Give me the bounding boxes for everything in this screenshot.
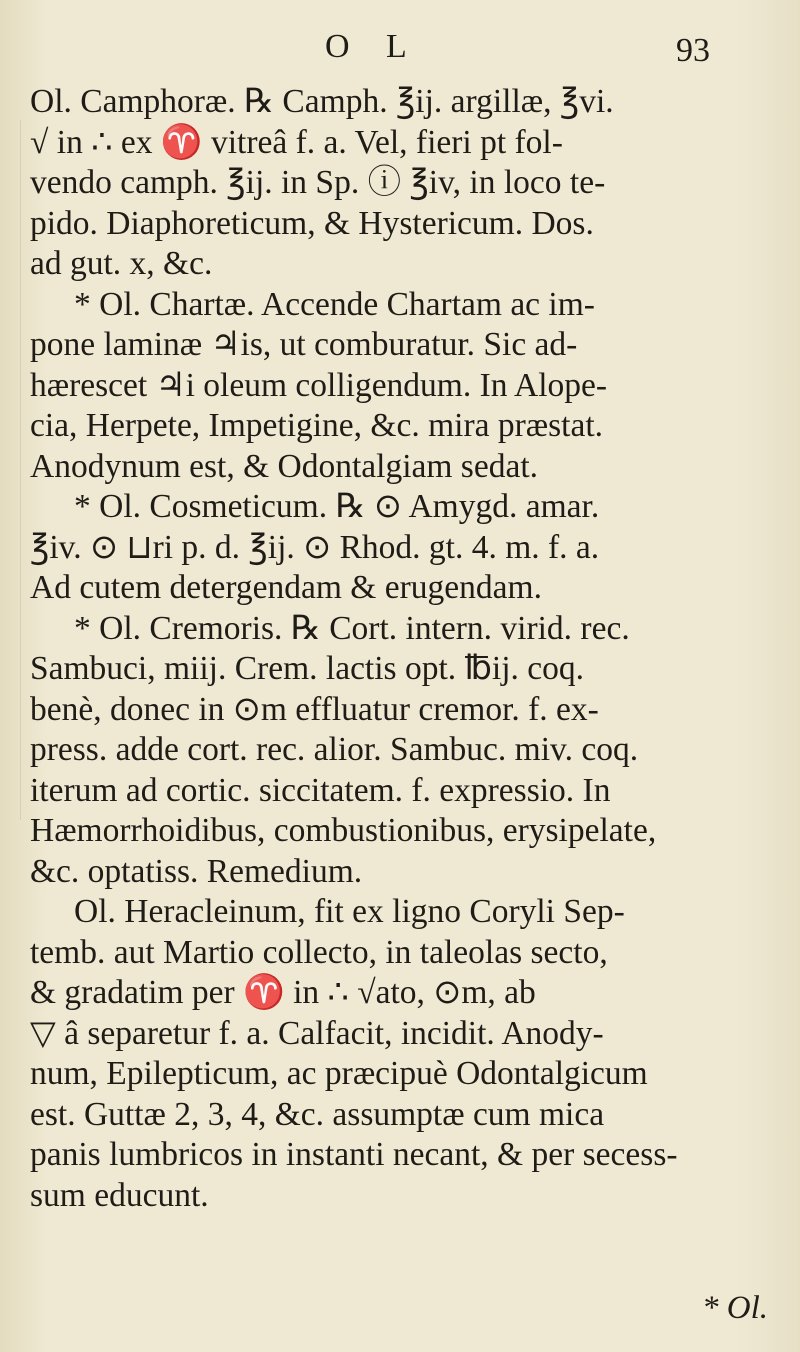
catchword: * Ol. — [702, 1290, 768, 1326]
text-line: Ol. Camphoræ. ℞ Camph. ℥ij. argillæ, ℥vi. — [30, 83, 614, 120]
text-line: √ in ∴ ex ♈ vitreâ f. a. Vel, fieri pt fol- — [30, 123, 563, 161]
text-line: hærescet ♃i oleum colligendum. In Alope- — [30, 366, 608, 404]
text-line: sum educunt. — [30, 1176, 209, 1214]
text-line: * Ol. Chartæ. Accende Chartam ac im- — [74, 285, 595, 323]
text-line: num, Epilepticum, ac præcipuè Odontalgicum — [30, 1055, 648, 1092]
text-line: temb. aut Martio collecto, in taleolas secto, — [30, 933, 608, 971]
text-line: vendo camph. ℥ij. in Sp. ⓘ ℥iv, in loco te- — [30, 164, 606, 201]
text-line: panis lumbricos in instanti necant, & per secess- — [30, 1136, 678, 1173]
text-line: ▽ â separetur f. a. Calfacit, incidit. Anody- — [30, 1014, 604, 1052]
text-line: press. adde cort. rec. alior. Sambuc. miv. coq. — [30, 731, 639, 768]
text-line: benè, donec in ⊙m effluatur cremor. f. ex- — [30, 690, 599, 728]
running-head — [0, 28, 800, 78]
text-line: cia, Herpete, Impetigine, &c. mira præstat. — [30, 407, 604, 444]
text-line: est. Guttæ 2, 3, 4, &c. assumptæ cum mica — [30, 1095, 605, 1133]
page-number: 93 — [676, 32, 710, 69]
text-line: & gradatim per ♈ in ∴ √ato, ⊙m, ab — [30, 974, 536, 1011]
text-line: pone laminæ ♃is, ut comburatur. Sic ad- — [30, 326, 578, 363]
text-line: Ad cutem detergendam & erugendam. — [30, 569, 542, 606]
text-line: * Ol. Cosmeticum. ℞ ⊙ Amygd. amar. — [74, 488, 600, 525]
text-line: ℥iv. ⊙ ⊔ri p. d. ℥ij. ⊙ Rhod. gt. 4. m. f. a. — [30, 528, 600, 566]
text-line: ad gut. x, &c. — [30, 245, 213, 282]
text-line: Ol. Heracleinum, fit ex ligno Coryli Sep- — [74, 893, 625, 930]
text-line: iterum ad cortic. siccitatem. f. expressio. In — [30, 771, 611, 809]
running-head-title: O L — [325, 28, 421, 65]
text-line: Hæmorrhoidibus, combustionibus, erysipelate, — [30, 812, 657, 849]
text-line: * Ol. Cremoris. ℞ Cort. intern. virid. rec. — [74, 609, 630, 647]
text-line: &c. optatiss. Remedium. — [30, 852, 363, 890]
text-line: Anodynum est, & Odontalgiam sedat. — [30, 447, 539, 485]
margin-shadow — [20, 120, 21, 820]
text-line: pido. Diaphoreticum, & Hystericum. Dos. — [30, 204, 594, 242]
text-line: Sambuci, miij. Crem. lactis opt. ℔ij. coq. — [30, 650, 585, 687]
body-text — [30, 82, 780, 1216]
